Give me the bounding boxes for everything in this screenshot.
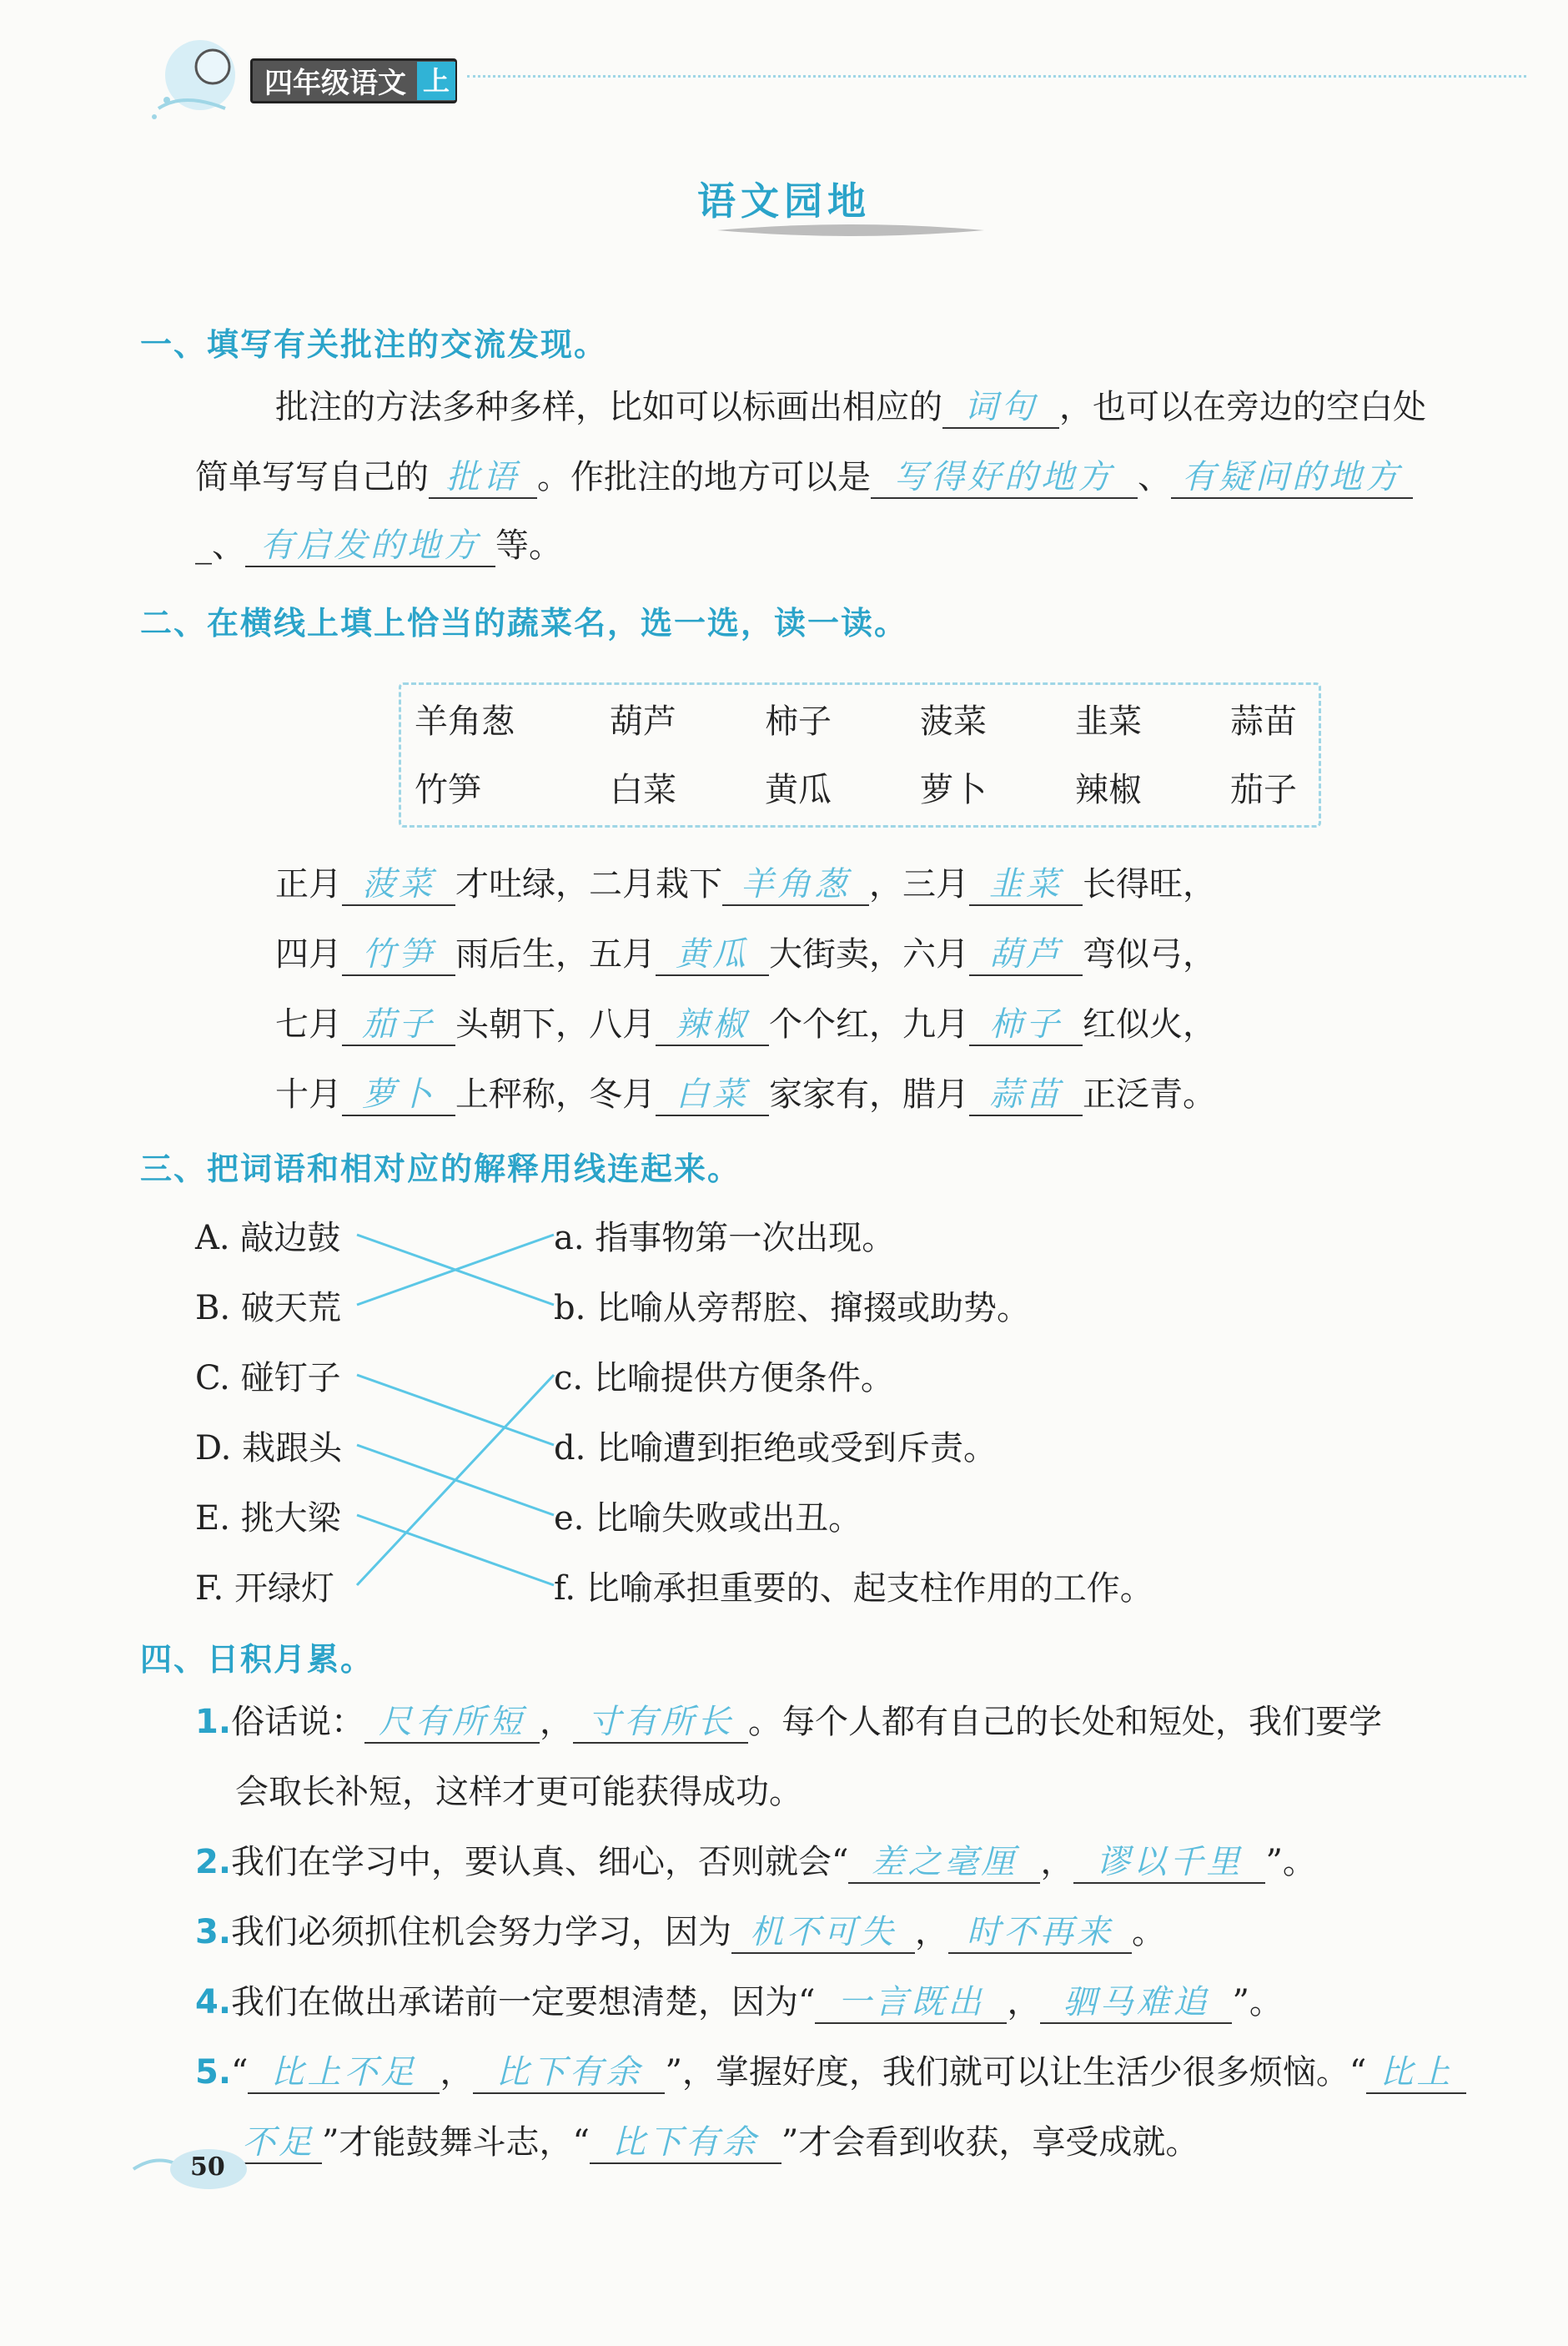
vegetable-word: 白菜 (610, 771, 676, 809)
answer-blank: 柿子 (969, 1004, 1083, 1046)
answer-blank: 黄瓜 (656, 934, 769, 976)
match-definition: f. 比喻承担重要的、起支柱作用的工作。 (554, 1569, 1153, 1608)
match-line (357, 1515, 554, 1585)
section1-line3: _、 有启发的地方 等。 (195, 524, 562, 567)
answer-blank: 不足 (235, 2122, 322, 2164)
answer-blank: 尺有所短 (364, 1702, 540, 1744)
answer-blank: 差之毫厘 (848, 1842, 1040, 1884)
answer-blank: 比上 (1366, 2052, 1466, 2094)
answer-blank: 词句 (942, 387, 1059, 429)
vegetable-word: 萝卜 (920, 771, 987, 809)
match-definition: c. 比喻提供方便条件。 (554, 1359, 894, 1397)
vegetable-word: 柿子 (765, 702, 832, 741)
answer-blank: 萝卜 (342, 1075, 455, 1116)
section1-line1: 批注的方法多种多样，比如可以标画出相应的 词句 ，也可以在旁边的空白处 (275, 385, 1426, 429)
answer-blank: 葫芦 (969, 934, 1083, 976)
match-line (357, 1375, 554, 1585)
match-term: B. 破天荒 (195, 1289, 341, 1327)
vegetable-word: 菠菜 (920, 702, 987, 741)
answer-blank: 竹笋 (342, 934, 455, 976)
answer-blank: 有启发的地方 (245, 526, 495, 567)
match-definition: b. 比喻从旁帮腔、撺掇或助势。 (554, 1289, 1031, 1327)
match-definition: d. 比喻遭到拒绝或受到斥责。 (554, 1429, 998, 1468)
answer-blank: 批语 (429, 457, 537, 499)
saying-item-3: 3.我们必须抓住机会努力学习，因为 机不可失 ， 时不再来 。 (195, 1911, 1165, 1954)
answer-blank: 辣椒 (656, 1004, 769, 1046)
rhyme-line: 正月 菠菜 才吐绿，二月栽下 羊角葱 ，三月 韭菜 长得旺， (275, 863, 1216, 906)
saying-item-2: 2.我们在学习中，要认真、细心，否则就会“ 差之毫厘 ， 谬以千里 ”。 (195, 1840, 1316, 1884)
answer-blank: 驷马难追 (1040, 1982, 1232, 2024)
saying-item-1-cont: 会取长补短，这样才更可能获得成功。 (235, 1773, 802, 1811)
answer-blank: 羊角葱 (722, 864, 869, 906)
match-line (357, 1375, 554, 1445)
section1-line2: 简单写写自己的 批语 。作批注的地方可以是 写得好的地方 、 有疑问的地方 (195, 456, 1413, 499)
answer-blank: 菠菜 (342, 864, 455, 906)
vegetable-word: 黄瓜 (765, 771, 832, 809)
answer-blank: 韭菜 (969, 864, 1083, 906)
answer-blank: 机不可失 (731, 1912, 915, 1954)
term-tag: 上 (417, 62, 455, 100)
vegetable-word: 辣椒 (1075, 771, 1142, 809)
match-definition: a. 指事物第一次出现。 (554, 1219, 896, 1257)
match-term: E. 挑大梁 (195, 1499, 341, 1538)
vegetable-word: 葫芦 (610, 702, 676, 741)
match-term: D. 栽跟头 (195, 1429, 343, 1468)
answer-blank: 时不再来 (948, 1912, 1132, 1954)
vegetable-word: 茄子 (1230, 771, 1297, 809)
saying-item-1: 1.俗话说： 尺有所短 ， 寸有所长 。每个人都有自己的长处和短处，我们要学 (195, 1700, 1382, 1744)
page-title: 语文园地 (697, 179, 871, 224)
section1-title: 一、填写有关批注的交流发现。 (140, 326, 608, 363)
answer-blank: 寸有所长 (573, 1702, 748, 1744)
vegetable-word: 羊角葱 (415, 702, 515, 741)
match-definition: e. 比喻失败或出丑。 (554, 1499, 862, 1538)
answer-blank: 有疑问的地方 (1171, 457, 1413, 499)
vegetable-word: 韭菜 (1075, 702, 1142, 741)
match-term: C. 碰钉子 (195, 1359, 341, 1397)
rhyme-line: 四月 竹笋 雨后生，五月 黄瓜 大街卖，六月 葫芦 弯似弓， (275, 933, 1216, 976)
rhyme-line: 七月 茄子 头朝下，八月 辣椒 个个红，九月 柿子 红似火， (275, 1003, 1216, 1046)
answer-blank: 比上不足 (248, 2052, 440, 2094)
answer-blank: 比下有余 (590, 2122, 781, 2164)
answer-blank: 蒜苗 (969, 1075, 1083, 1116)
match-term: F. 开绿灯 (195, 1569, 334, 1608)
section4-title: 四、日积月累。 (140, 1641, 374, 1678)
answer-blank: 写得好的地方 (871, 457, 1138, 499)
saying-item-5-cont: 不足 ”才能鼓舞斗志，“ 比下有余 ”才会看到收获，享受成就。 (235, 2121, 1199, 2164)
answer-blank: 茄子 (342, 1004, 455, 1046)
rhyme-line: 十月 萝卜 上秤称，冬月 白菜 家家有，腊月 蒜苗 正泛青。 (275, 1073, 1216, 1116)
grade-label: 四年级语文 (250, 58, 457, 103)
answer-blank: 白菜 (656, 1075, 769, 1116)
match-term: A. 敲边鼓 (195, 1219, 341, 1257)
saying-item-4: 4.我们在做出承诺前一定要想清楚，因为“ 一言既出 ， 驷马难追 ”。 (195, 1981, 1283, 2024)
answer-blank: 比下有余 (473, 2052, 665, 2094)
page-number: 50 (190, 2152, 225, 2182)
saying-item-5: 5.“ 比上不足 ， 比下有余 ”，掌握好度，我们就可以让生活少很多烦恼。“ 比上 (195, 2051, 1466, 2094)
answer-blank: 谬以千里 (1073, 1842, 1265, 1884)
section2-title: 二、在横线上填上恰当的蔬菜名，选一选，读一读。 (140, 605, 908, 642)
vegetable-word: 蒜苗 (1230, 702, 1297, 741)
answer-blank: 一言既出 (815, 1982, 1007, 2024)
section3-title: 三、把词语和相对应的解释用线连起来。 (140, 1150, 741, 1187)
vegetable-word: 竹笋 (415, 771, 481, 809)
